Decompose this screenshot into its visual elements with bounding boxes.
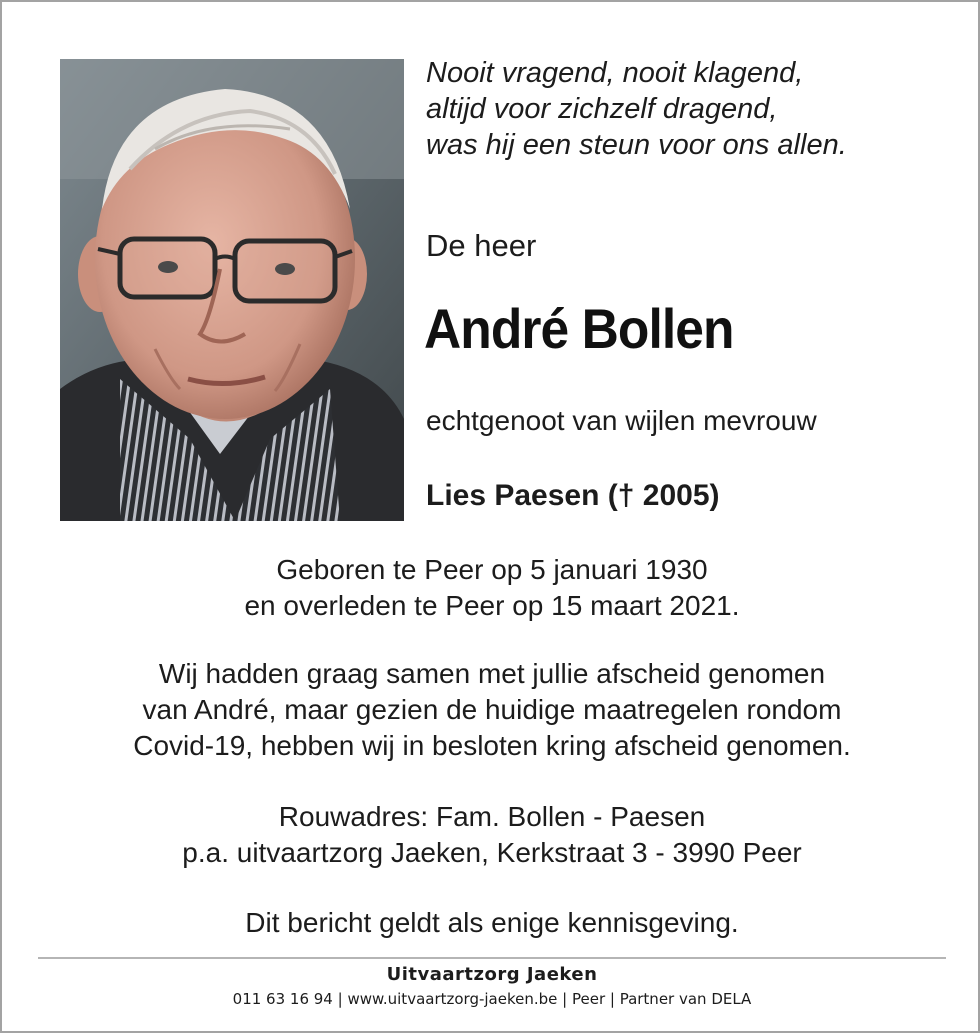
- poem-line: altijd voor zichzelf dragend,: [426, 93, 778, 125]
- mourning-address: [2, 799, 980, 871]
- death-line: en overleden te Peer op 15 maart 2021.: [244, 590, 740, 621]
- portrait-illustration: [60, 59, 404, 521]
- farewell-message: [2, 656, 980, 764]
- poem: [426, 55, 847, 163]
- funeral-home-name: Uitvaartzorg Jaeken: [386, 964, 598, 985]
- message-line: van André, maar gezien de huidige maatregelen rondom: [142, 694, 842, 725]
- divider: [38, 957, 946, 959]
- address-line: p.a. uitvaartzorg Jaeken, Kerkstraat 3 - 3990 Peer: [182, 837, 802, 868]
- birth-line: Geboren te Peer op 5 januari 1930: [276, 554, 708, 585]
- funeral-home-info: 011 63 16 94 | www.uitvaartzorg-jaeken.be | Peer | Partner van DELA: [232, 990, 752, 1008]
- spouse-name: Lies Paesen († 2005): [426, 479, 720, 512]
- poem-line: Nooit vragend, nooit klagend,: [426, 57, 804, 89]
- portrait-photo: [60, 59, 404, 521]
- poem-line: was hij een steun voor ons allen.: [426, 129, 847, 161]
- message-line: Covid-19, hebben wij in besloten kring afscheid genomen.: [133, 730, 851, 761]
- spouse-intro: echtgenoot van wijlen mevrouw: [426, 405, 817, 436]
- notice-text: Dit bericht geldt als enige kennisgeving.: [245, 907, 739, 938]
- life-dates: [2, 552, 980, 624]
- deceased-name: André Bollen: [424, 297, 734, 360]
- honorific: De heer: [426, 228, 537, 263]
- address-line: Rouwadres: Fam. Bollen - Paesen: [278, 801, 706, 832]
- message-line: Wij hadden graag samen met jullie afscheid genomen: [158, 658, 826, 689]
